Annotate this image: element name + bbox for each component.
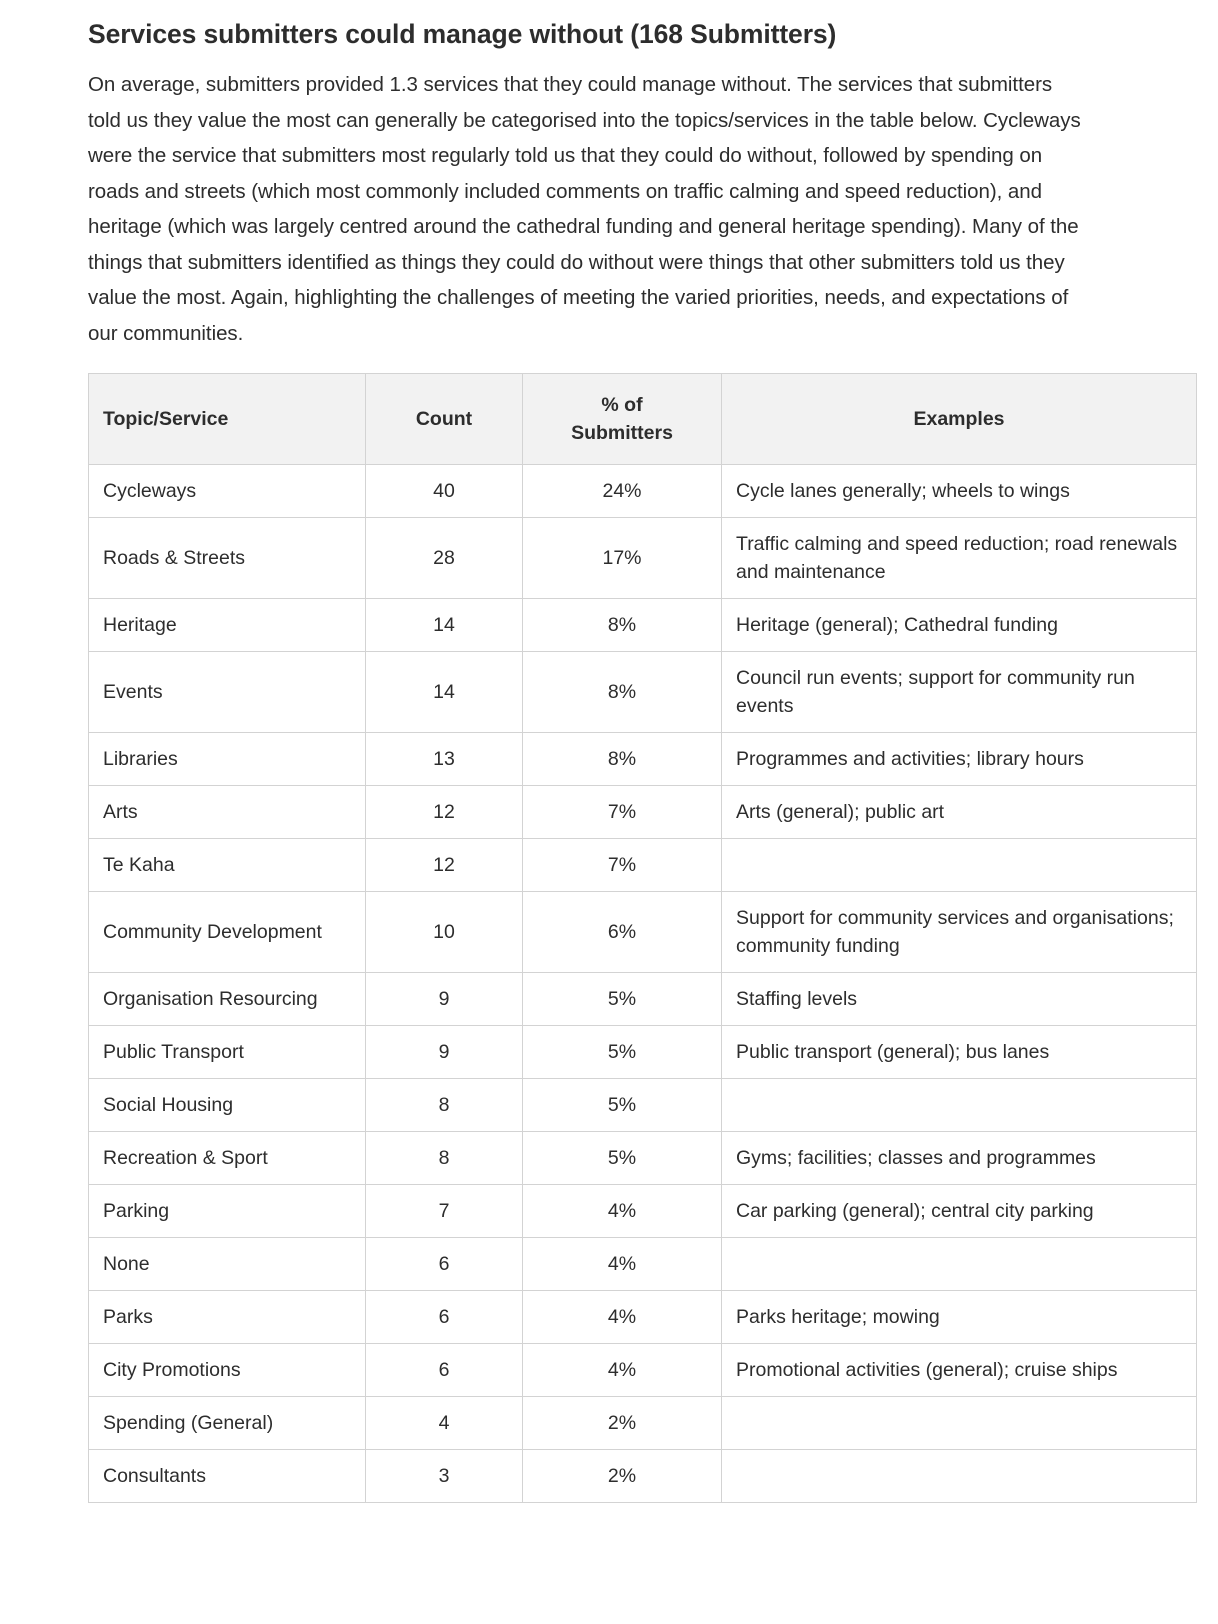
- column-header-percent-line2: Submitters: [571, 422, 673, 445]
- cell-percent: 4%: [523, 1344, 722, 1397]
- cell-count: 12: [366, 786, 523, 839]
- table-row: [89, 599, 1197, 652]
- cell-count: 4: [366, 1397, 523, 1450]
- cell-topic: Te Kaha: [89, 839, 366, 892]
- cell-examples: Programmes and activities; library hours: [722, 733, 1197, 786]
- cell-percent: 7%: [523, 839, 722, 892]
- cell-topic: Organisation Resourcing: [89, 973, 366, 1026]
- table-header-row: [89, 374, 1197, 465]
- column-header-percent-line1: % of: [601, 394, 643, 417]
- cell-topic: Parks: [89, 1291, 366, 1344]
- cell-examples: Arts (general); public art: [722, 786, 1197, 839]
- cell-examples: Council run events; support for community run events: [722, 652, 1197, 733]
- cell-percent: 17%: [523, 518, 722, 599]
- table-row: [89, 1344, 1197, 1397]
- table-row: [89, 892, 1197, 973]
- cell-percent: 5%: [523, 1132, 722, 1185]
- cell-topic: Social Housing: [89, 1079, 366, 1132]
- table-row: [89, 1450, 1197, 1503]
- cell-count: 7: [366, 1185, 523, 1238]
- cell-count: 6: [366, 1238, 523, 1291]
- cell-examples: Parks heritage; mowing: [722, 1291, 1197, 1344]
- cell-examples: Staffing levels: [722, 973, 1197, 1026]
- cell-count: 14: [366, 652, 523, 733]
- cell-topic: Roads & Streets: [89, 518, 366, 599]
- cell-topic: City Promotions: [89, 1344, 366, 1397]
- cell-count: 8: [366, 1132, 523, 1185]
- cell-percent: 6%: [523, 892, 722, 973]
- cell-percent: 8%: [523, 733, 722, 786]
- table-row: [89, 652, 1197, 733]
- cell-topic: Events: [89, 652, 366, 733]
- cell-topic: Public Transport: [89, 1026, 366, 1079]
- cell-topic: Consultants: [89, 1450, 366, 1503]
- table-row: [89, 465, 1197, 518]
- cell-examples: Support for community services and organisations; community funding: [722, 892, 1197, 973]
- table-row: [89, 839, 1197, 892]
- column-header-examples: Examples: [722, 374, 1197, 465]
- cell-count: 14: [366, 599, 523, 652]
- cell-percent: 2%: [523, 1450, 722, 1503]
- cell-examples: Promotional activities (general); cruise ships: [722, 1344, 1197, 1397]
- intro-paragraph: On average, submitters provided 1.3 services that they could manage without. The services that submitters told us they value the most can generally be categorised into the topics/services in the table below. Cycleways were the service that submitters most regularly told us that they could do without, followed by spending on roads and streets (which most commonly included comments on traffic calming and speed reduction), and heritage (which was largely centred around the cathedral funding and general heritage spending). Many of the things that submitters identified as things they could do without were things that other submitters told us they value the most. Again, highlighting the challenges of meeting the varied priorities, needs, and expectations of our communities.: [88, 73, 1081, 345]
- table-body: [89, 465, 1197, 1503]
- table-row: [89, 518, 1197, 599]
- cell-count: 9: [366, 1026, 523, 1079]
- table-row: [89, 1397, 1197, 1450]
- cell-topic: Heritage: [89, 599, 366, 652]
- cell-examples: Traffic calming and speed reduction; road renewals and maintenance: [722, 518, 1197, 599]
- cell-count: 3: [366, 1450, 523, 1503]
- table-row: [89, 733, 1197, 786]
- table-row: [89, 1132, 1197, 1185]
- cell-percent: 5%: [523, 1026, 722, 1079]
- table-row: [89, 973, 1197, 1026]
- cell-count: 10: [366, 892, 523, 973]
- cell-count: 12: [366, 839, 523, 892]
- cell-count: 28: [366, 518, 523, 599]
- column-header-count: Count: [366, 374, 523, 465]
- cell-examples: Car parking (general); central city parking: [722, 1185, 1197, 1238]
- cell-percent: 5%: [523, 1079, 722, 1132]
- cell-topic: Libraries: [89, 733, 366, 786]
- table-row: [89, 1185, 1197, 1238]
- cell-count: 13: [366, 733, 523, 786]
- cell-percent: 8%: [523, 599, 722, 652]
- cell-percent: 5%: [523, 973, 722, 1026]
- cell-count: 8: [366, 1079, 523, 1132]
- cell-examples: [722, 1238, 1197, 1291]
- column-header-percent-submitters: [523, 374, 722, 465]
- column-header-topic: Topic/Service: [89, 374, 366, 465]
- cell-examples: [722, 1450, 1197, 1503]
- cell-examples: Heritage (general); Cathedral funding: [722, 599, 1197, 652]
- cell-examples: Gyms; facilities; classes and programmes: [722, 1132, 1197, 1185]
- table-row: [89, 1238, 1197, 1291]
- services-table: [88, 373, 1197, 1503]
- cell-examples: Cycle lanes generally; wheels to wings: [722, 465, 1197, 518]
- table-row: [89, 786, 1197, 839]
- cell-percent: 8%: [523, 652, 722, 733]
- cell-topic: Spending (General): [89, 1397, 366, 1450]
- cell-examples: [722, 839, 1197, 892]
- cell-percent: 2%: [523, 1397, 722, 1450]
- cell-examples: [722, 1079, 1197, 1132]
- table-row: [89, 1026, 1197, 1079]
- cell-percent: 7%: [523, 786, 722, 839]
- page-title: Services submitters could manage without (168 Submitters): [88, 19, 837, 49]
- cell-percent: 4%: [523, 1238, 722, 1291]
- cell-percent: 4%: [523, 1291, 722, 1344]
- cell-topic: None: [89, 1238, 366, 1291]
- cell-examples: [722, 1397, 1197, 1450]
- cell-examples: Public transport (general); bus lanes: [722, 1026, 1197, 1079]
- cell-percent: 24%: [523, 465, 722, 518]
- table-row: [89, 1291, 1197, 1344]
- cell-topic: Recreation & Sport: [89, 1132, 366, 1185]
- table-header: [89, 374, 1197, 465]
- table-row: [89, 1079, 1197, 1132]
- cell-topic: Community Development: [89, 892, 366, 973]
- cell-topic: Parking: [89, 1185, 366, 1238]
- cell-percent: 4%: [523, 1185, 722, 1238]
- cell-count: 9: [366, 973, 523, 1026]
- cell-count: 6: [366, 1291, 523, 1344]
- cell-topic: Arts: [89, 786, 366, 839]
- cell-topic: Cycleways: [89, 465, 366, 518]
- cell-count: 6: [366, 1344, 523, 1397]
- cell-count: 40: [366, 465, 523, 518]
